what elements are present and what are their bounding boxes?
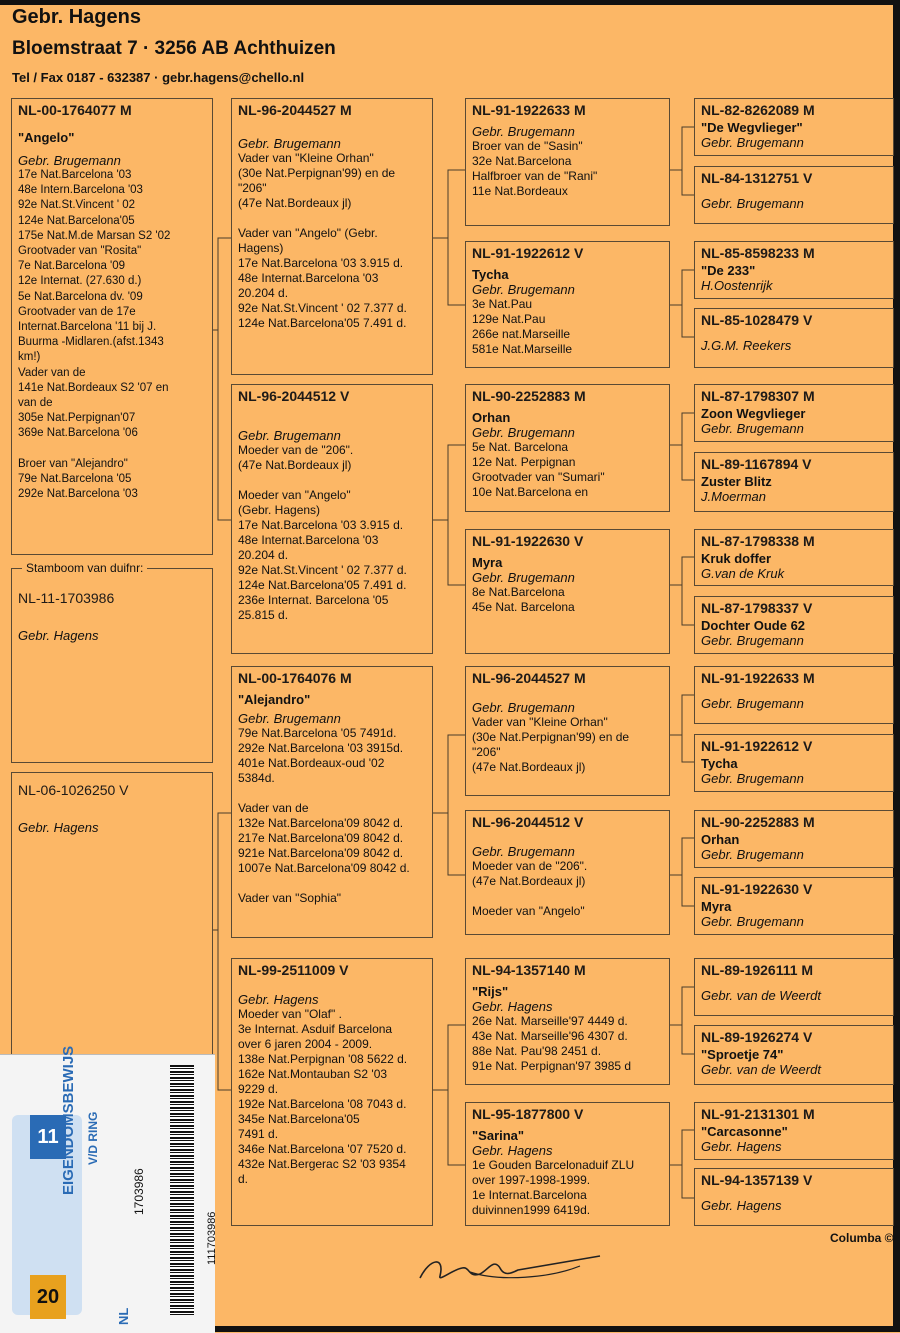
gen2-ring: NL-96-2044527 M bbox=[238, 102, 352, 118]
gen4-card bbox=[694, 666, 894, 724]
gen3-name: Myra bbox=[472, 555, 503, 570]
owner-address: Bloemstraat 7 · 3256 AB Achthuizen bbox=[12, 38, 336, 59]
gen4-ring: NL-94-1357139 V bbox=[701, 1172, 813, 1188]
gen4-breeder: Gebr. Hagens bbox=[701, 1198, 782, 1213]
gen4-breeder: Gebr. Brugemann bbox=[701, 914, 804, 929]
gen3-ring: NL-95-1877800 V bbox=[472, 1106, 584, 1122]
gen4-name: Dochter Oude 62 bbox=[701, 618, 806, 633]
gen3-ring: NL-91-1922630 V bbox=[472, 533, 584, 549]
gen2-results: Moeder van "Olaf" . 3e Internat. Asduif Barcelona over 6 jaren 2004 - 2009. 138e Nat.Perpignan '08 5622 d. 162e Nat.Montauban S2 '03 9229 d. 192e Nat.Barcelona '08 7043 d. 345e Nat.Barcelona'05 7491 d. 346e Nat.Barcelona '07 7520 d. 432e Nat.Bergerac S2 '03 9354 d. bbox=[238, 1007, 408, 1186]
gen3-breeder: Gebr. Brugemann bbox=[472, 282, 575, 297]
gen4-card bbox=[694, 529, 894, 586]
owner-contact: Tel / Fax 0187 - 632387 · gebr.hagens@chello.nl bbox=[12, 70, 305, 85]
gen4-ring: NL-84-1312751 V bbox=[701, 170, 813, 186]
gen4-breeder: Gebr. Brugemann bbox=[701, 633, 804, 648]
gen4-breeder: J.G.M. Reekers bbox=[701, 338, 792, 353]
gen3-card bbox=[465, 241, 670, 368]
gen3-breeder: Gebr. Hagens bbox=[472, 999, 553, 1014]
gen4-name: Tycha bbox=[701, 756, 738, 771]
ownership-ticket bbox=[0, 1045, 218, 1333]
owner-name: Gebr. Hagens bbox=[12, 6, 141, 28]
gen3-results: Moeder van de "206". (47e Nat.Bordeaux jl) Moeder van "Angelo" bbox=[472, 859, 588, 918]
ticket-barcode-number: 111703986 bbox=[206, 1211, 218, 1265]
gen3-ring: NL-91-1922633 M bbox=[472, 102, 586, 118]
main-pigeon-card bbox=[11, 98, 213, 555]
ticket-year-b: 11 bbox=[30, 1115, 66, 1159]
gen4-card bbox=[694, 1168, 894, 1226]
gen4-card bbox=[694, 98, 894, 156]
gen4-ring: NL-85-8598233 M bbox=[701, 245, 815, 261]
gen4-card bbox=[694, 241, 894, 299]
gen2-results: 79e Nat.Barcelona '05 7491d. 292e Nat.Barcelona '03 3915d. 401e Nat.Bordeaux-oud '02 5384d. Vader van de 132e Nat.Barcelona'09 8042 d. 217e Nat.Barcelona'09 8042 d. 921e Nat.Barcelona'09 8042 d. 1007e Nat.Barcelona'09 8042 d. Vader van "Sophia" bbox=[238, 726, 410, 905]
gen3-ring: NL-94-1357140 M bbox=[472, 962, 586, 978]
gen4-breeder: Gebr. Hagens bbox=[701, 1139, 782, 1154]
gen4-ring: NL-87-1798338 M bbox=[701, 533, 815, 549]
gen4-card bbox=[694, 452, 894, 512]
gen4-ring: NL-89-1926274 V bbox=[701, 1029, 813, 1045]
gen2-breeder: Gebr. Brugemann bbox=[238, 711, 341, 726]
gen2-results: Vader van "Kleine Orhan" (30e Nat.Perpignan'99) en de "206" (47e Nat.Bordeaux jl) Vader van "Angelo" (Gebr. Hagens) 17e Nat.Barcelona '03 3.915 d. 48e Internat.Barcelona '03 20.204 d. 92e Nat.St.Vincent ' 02 7.377 d. 124e Nat.Barcelona'05 7.491 d. bbox=[238, 151, 407, 330]
gen4-name: "De 233" bbox=[701, 263, 756, 278]
gen4-card bbox=[694, 596, 894, 654]
gen4-card bbox=[694, 384, 894, 442]
gen3-card bbox=[465, 529, 670, 654]
gen3-ring: NL-96-2044527 M bbox=[472, 670, 586, 686]
gen4-name: Myra bbox=[701, 899, 732, 914]
signature-image bbox=[410, 1248, 610, 1288]
gen3-card bbox=[465, 958, 670, 1085]
dam-ring-number: NL-06-1026250 V bbox=[18, 782, 129, 798]
gen2-ring: NL-00-1764076 M bbox=[238, 670, 352, 686]
gen3-ring: NL-96-2044512 V bbox=[472, 814, 584, 830]
ticket-subtitle: V/D RING bbox=[86, 1111, 100, 1165]
gen4-name: "Carcasonne" bbox=[701, 1124, 788, 1139]
gen4-name: Kruk doffer bbox=[701, 551, 772, 566]
gen4-ring: NL-91-1922633 M bbox=[701, 670, 815, 686]
gen4-ring: NL-82-8262089 M bbox=[701, 102, 815, 118]
dam-card bbox=[11, 772, 213, 1062]
stamboom-ring-number: NL-11-1703986 bbox=[18, 590, 115, 606]
gen3-card bbox=[465, 1102, 670, 1226]
gen4-card bbox=[694, 958, 894, 1016]
gen2-name: "Alejandro" bbox=[238, 692, 311, 707]
dam-owner: Gebr. Hagens bbox=[18, 820, 99, 835]
gen2-ring: NL-99-2511009 V bbox=[238, 962, 349, 978]
gen2-card bbox=[231, 384, 433, 654]
columba-brand: Columba © bbox=[830, 1231, 894, 1245]
gen3-results: 5e Nat. Barcelona 12e Nat. Perpignan Grootvader van "Sumari" 10e Nat.Barcelona en bbox=[472, 440, 605, 499]
ticket-year-a: 20 bbox=[30, 1275, 66, 1319]
gen4-card bbox=[694, 166, 894, 224]
gen2-ring: NL-96-2044512 V bbox=[238, 388, 350, 404]
gen3-results: 3e Nat.Pau 129e Nat.Pau 266e nat.Marseille 581e Nat.Marseille bbox=[472, 297, 573, 356]
ticket-ring-number: 1703986 bbox=[132, 1168, 146, 1215]
gen3-breeder: Gebr. Brugemann bbox=[472, 570, 575, 585]
gen3-results: 26e Nat. Marseille'97 4449 d. 43e Nat. Marseille'96 4307 d. 88e Nat. Pau'98 2451 d. 91e Nat. Perpignan'97 3985 d bbox=[472, 1014, 632, 1073]
gen4-card bbox=[694, 810, 894, 868]
gen4-breeder: G.van de Kruk bbox=[701, 566, 785, 581]
gen4-ring: NL-89-1926111 M bbox=[701, 962, 814, 978]
gen2-breeder: Gebr. Hagens bbox=[238, 992, 319, 1007]
gen3-name: "Sarina" bbox=[472, 1128, 525, 1143]
stamboom-owner: Gebr. Hagens bbox=[18, 628, 99, 643]
gen3-ring: NL-91-1922612 V bbox=[472, 245, 584, 261]
stamboom-card bbox=[11, 568, 213, 763]
gen4-breeder: Gebr. van de Weerdt bbox=[701, 988, 821, 1003]
gen3-breeder: Gebr. Brugemann bbox=[472, 700, 575, 715]
gen4-card bbox=[694, 1102, 894, 1160]
gen4-breeder: Gebr. Brugemann bbox=[701, 196, 804, 211]
gen4-breeder: J.Moerman bbox=[701, 489, 767, 504]
gen2-results: Moeder van de "206". (47e Nat.Bordeaux jl) Moeder van "Angelo" (Gebr. Hagens) 17e Nat.Barcelona '03 3.915 d. 48e Internat.Barcelona '03 20.204 d. 92e Nat.St.Vincent ' 02 7.377 d. 124e Nat.Barcelona'05 7.491 d. 236e Internat. Barcelona '05 25.815 d. bbox=[238, 443, 407, 622]
gen4-breeder: Gebr. Brugemann bbox=[701, 771, 804, 786]
gen4-card bbox=[694, 877, 894, 935]
gen4-ring: NL-87-1798337 V bbox=[701, 600, 813, 616]
gen4-ring: NL-91-1922630 V bbox=[701, 881, 813, 897]
gen3-results: Broer van de "Sasin" 32e Nat.Barcelona Halfbroer van de "Rani" 11e Nat.Bordeaux bbox=[472, 139, 598, 198]
gen4-ring: NL-91-2131301 M bbox=[701, 1106, 815, 1122]
gen4-ring: NL-90-2252883 M bbox=[701, 814, 815, 830]
gen3-name: "Rijs" bbox=[472, 984, 509, 999]
gen4-card bbox=[694, 734, 894, 792]
main-breeder: Gebr. Brugemann bbox=[18, 153, 121, 168]
gen3-breeder: Gebr. Brugemann bbox=[472, 844, 575, 859]
ticket-barcode bbox=[170, 1065, 194, 1315]
gen3-breeder: Gebr. Brugemann bbox=[472, 124, 575, 139]
main-results: 17e Nat.Barcelona '03 48e Intern.Barcelona '03 92e Nat.St.Vincent ' 02 124e Nat.Barcelona'05 175e Nat.M.de Marsan S2 '02 Grootvader van "Rosita" 7e Nat.Barcelona '09 12e Internat. (27.630 d.) 5e Nat.Barcelona dv. '09 Grootvader van de 17e Internat.Barcelona '11 bij J. Buurma -Midlaren.(afst.1343 km!) Vader van de 141e Nat.Bordeaux S2 '07 en van de 305e Nat.Perpignan'07 369e Nat.Barcelona '06 Broer van "Alejandro" 79e Nat.Barcelona '05 292e Nat.Barcelona '03 bbox=[18, 169, 171, 501]
gen4-name: Zuster Blitz bbox=[701, 474, 772, 489]
gen4-name: Zoon Wegvlieger bbox=[701, 406, 806, 421]
ticket-country: NL bbox=[116, 1307, 131, 1325]
gen4-name: "De Wegvlieger" bbox=[701, 120, 803, 135]
gen4-name: Orhan bbox=[701, 832, 740, 847]
gen4-breeder: Gebr. Brugemann bbox=[701, 135, 804, 150]
ticket-title: EIGENDOMSBEWIJS bbox=[60, 1045, 77, 1195]
gen3-card bbox=[465, 98, 670, 226]
gen2-card bbox=[231, 958, 433, 1226]
gen4-breeder: Gebr. Brugemann bbox=[701, 696, 804, 711]
gen3-breeder: Gebr. Brugemann bbox=[472, 425, 575, 440]
gen2-card bbox=[231, 666, 433, 938]
gen4-ring: NL-91-1922612 V bbox=[701, 738, 813, 754]
gen4-card bbox=[694, 308, 894, 368]
stamboom-legend: Stamboom van duifnr: bbox=[22, 561, 147, 575]
gen3-results: 1e Gouden Barcelonaduif ZLU over 1997-1998-1999. 1e Internat.Barcelona duivinnen1999 6419d. bbox=[472, 1158, 635, 1217]
gen3-breeder: Gebr. Hagens bbox=[472, 1143, 553, 1158]
gen3-name: Tycha bbox=[472, 267, 509, 282]
gen2-card bbox=[231, 98, 433, 375]
gen4-name: "Sproetje 74" bbox=[701, 1047, 784, 1062]
gen4-ring: NL-87-1798307 M bbox=[701, 388, 815, 404]
gen4-breeder: Gebr. Brugemann bbox=[701, 847, 804, 862]
gen3-card bbox=[465, 666, 670, 796]
gen4-breeder: H.Oostenrijk bbox=[701, 278, 773, 293]
gen2-breeder: Gebr. Brugemann bbox=[238, 136, 341, 151]
gen4-card bbox=[694, 1025, 894, 1085]
gen3-ring: NL-90-2252883 M bbox=[472, 388, 586, 404]
gen3-name: Orhan bbox=[472, 410, 511, 425]
gen4-ring: NL-89-1167894 V bbox=[701, 456, 812, 472]
gen3-results: 8e Nat.Barcelona 45e Nat. Barcelona bbox=[472, 585, 575, 614]
main-ring-number: NL-00-1764077 M bbox=[18, 102, 132, 118]
gen2-breeder: Gebr. Brugemann bbox=[238, 428, 341, 443]
gen3-card bbox=[465, 810, 670, 935]
gen4-breeder: Gebr. van de Weerdt bbox=[701, 1062, 821, 1077]
gen3-results: Vader van "Kleine Orhan" (30e Nat.Perpignan'99) en de "206" (47e Nat.Bordeaux jl) bbox=[472, 715, 630, 774]
main-pigeon-name: "Angelo" bbox=[18, 130, 75, 145]
gen4-ring: NL-85-1028479 V bbox=[701, 312, 813, 328]
gen3-card bbox=[465, 384, 670, 512]
gen4-breeder: Gebr. Brugemann bbox=[701, 421, 804, 436]
